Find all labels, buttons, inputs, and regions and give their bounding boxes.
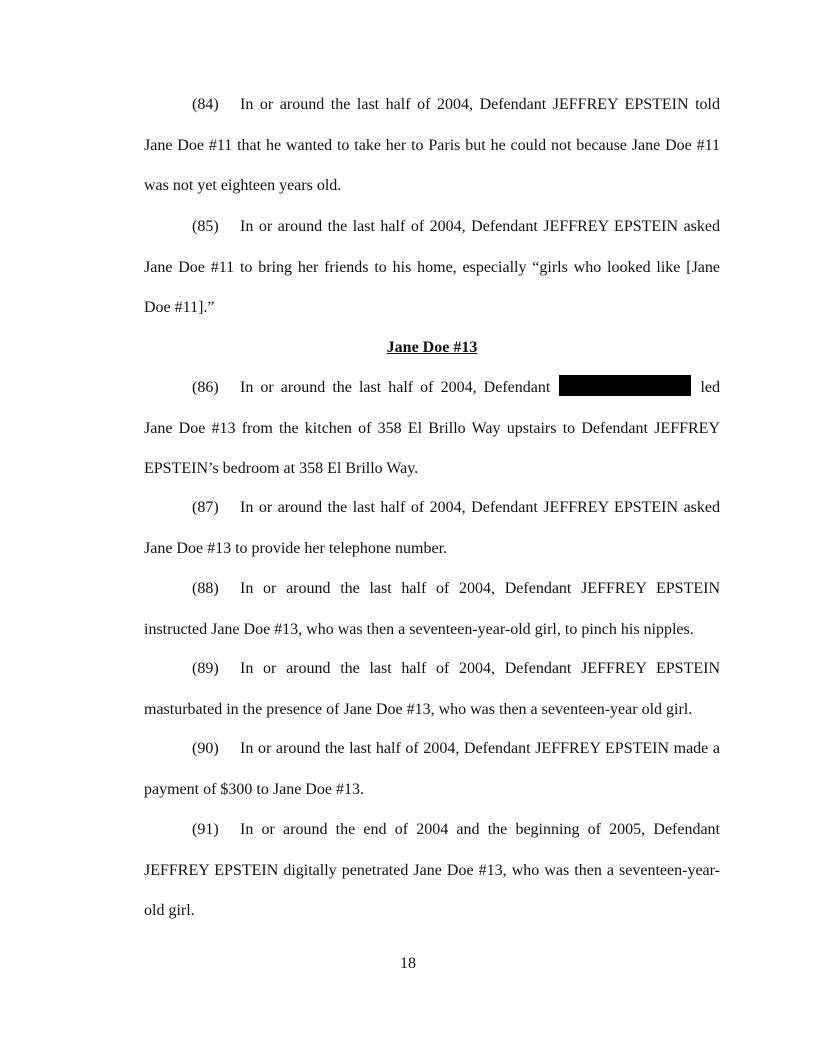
paragraph-88 [144,569,720,650]
paragraph-text-before: In or around the last half of 2004, Defendant [240,379,551,396]
paragraph-text: In or around the last half of 2004, Defendant JEFFREY EPSTEIN made a payment of $300 to Jane Doe #13. [144,740,720,798]
paragraph-text: In or around the last half of 2004, Defendant JEFFREY EPSTEIN told Jane Doe #11 that he wanted to take her to Paris but he could not because Jane Doe #11 was not yet eighteen years old. [144,96,720,194]
paragraph-number: (89) [192,660,219,677]
paragraph-number: (90) [192,740,219,757]
paragraph-number: (84) [192,96,219,113]
paragraph-86 [144,368,720,490]
paragraph-text: In or around the last half of 2004, Defendant JEFFREY EPSTEIN asked Jane Doe #13 to provide her telephone number. [144,499,720,557]
paragraph-90 [144,729,720,810]
page-number: 18 [400,955,416,972]
paragraph-89 [144,649,720,730]
paragraph-text: In or around the end of 2004 and the beginning of 2005, Defendant JEFFREY EPSTEIN digitally penetrated Jane Doe #13, who was then a seventeen-year-old girl. [144,821,720,919]
paragraph-number: (85) [192,218,219,235]
paragraph-85 [144,207,720,329]
paragraph-87 [144,488,720,569]
paragraph-number: (88) [192,580,219,597]
paragraph-91 [144,810,720,932]
paragraph-number: (91) [192,821,219,838]
paragraph-number: (86) [192,379,219,396]
paragraph-text: In or around the last half of 2004, Defendant JEFFREY EPSTEIN masturbated in the presence of Jane Doe #13, who was then a seventeen-year old girl. [144,660,720,718]
paragraph-text: In or around the last half of 2004, Defendant JEFFREY EPSTEIN asked Jane Doe #11 to bring her friends to his home, especially “girls who looked like [Jane Doe #11].” [144,218,720,316]
section-heading: Jane Doe #13 [386,339,478,356]
paragraph-number: (87) [192,499,219,516]
paragraph-text-after: led Jane Doe #13 from the kitchen of 358 El Brillo Way upstairs to Defendant JEFFREY EPSTEIN’s bedroom at 358 El Brillo Way. [144,379,721,477]
paragraph-text: In or around the last half of 2004, Defendant JEFFREY EPSTEIN instructed Jane Doe #13, who was then a seventeen-year-old girl, to pinch his nipples. [144,580,720,638]
redaction-block [559,375,691,396]
paragraph-84 [144,85,720,207]
